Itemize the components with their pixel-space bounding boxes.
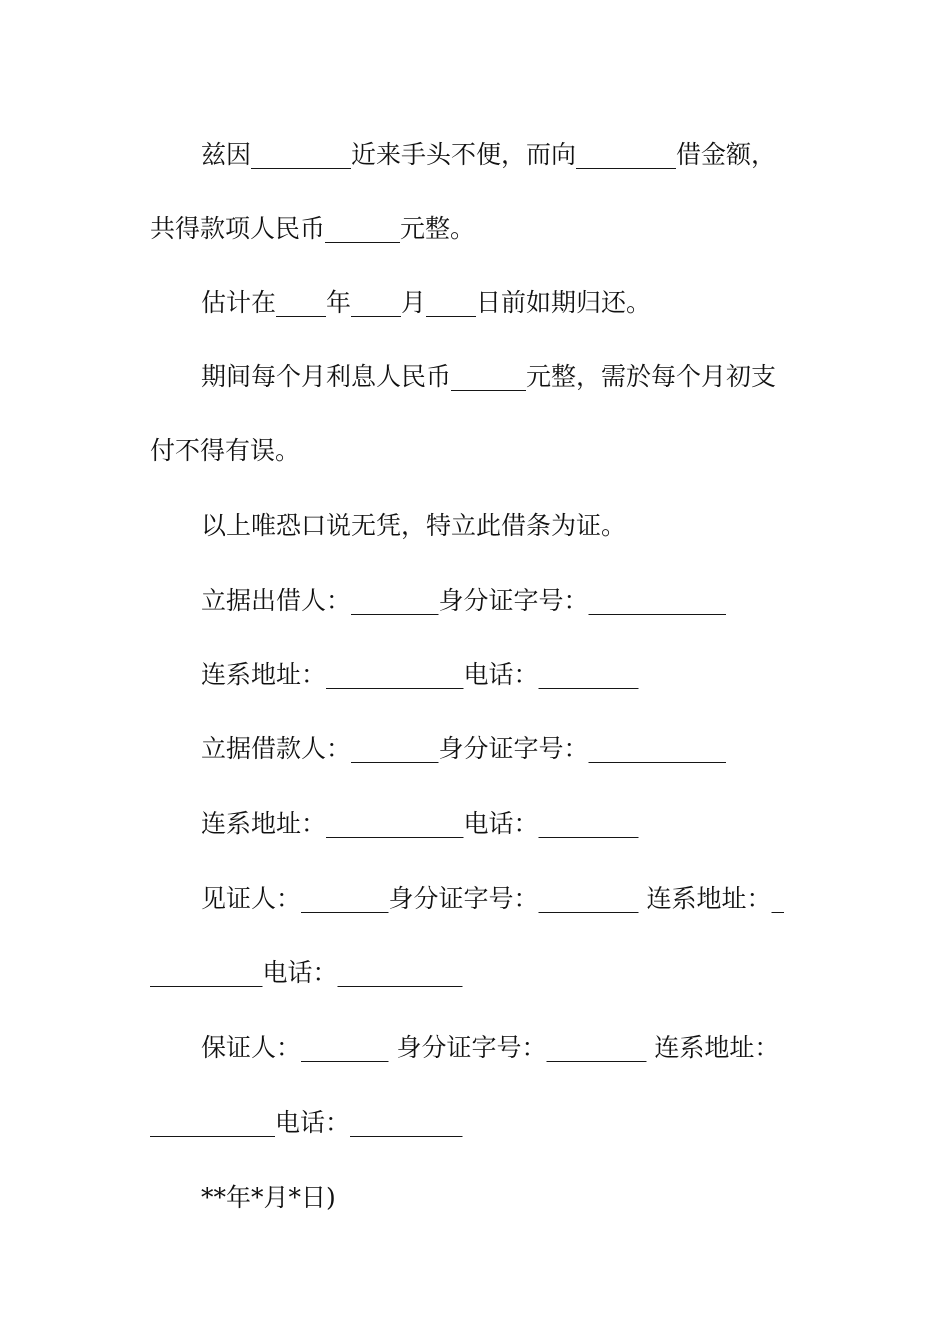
borrower-line: 立据借款人：_______身分证字号：___________ <box>201 734 727 763</box>
witness-line: 见证人：_______身分证字号：________ 连系地址：_ <box>201 884 784 913</box>
borrower-contact-line: 连系地址：___________电话：________ <box>201 809 639 838</box>
amount-line: 共得款项人民币______元整。 <box>150 214 476 243</box>
lender-contact-line: 连系地址：___________电话：________ <box>201 660 639 689</box>
repayment-date-line: 估计在____年____月____日前如期归还。 <box>201 288 652 317</box>
lender-line: 立据出借人：_______身分证字号：___________ <box>201 586 727 615</box>
witness-contact-line: _________电话：__________ <box>150 958 463 987</box>
reason-line: 兹因________近来手头不便，而向________借金额， <box>201 140 777 169</box>
date-line: **年*月*日) <box>201 1183 336 1212</box>
interest-line-continued: 付不得有误。 <box>150 436 301 465</box>
proof-statement-line: 以上唯恐口说无凭，特立此借条为证。 <box>201 511 627 540</box>
interest-line: 期间每个月利息人民币______元整，需於每个月初支 <box>201 362 777 391</box>
guarantor-contact-line: __________电话：_________ <box>150 1108 463 1137</box>
guarantor-line: 保证人：_______ 身分证字号：________ 连系地址： <box>201 1033 780 1062</box>
